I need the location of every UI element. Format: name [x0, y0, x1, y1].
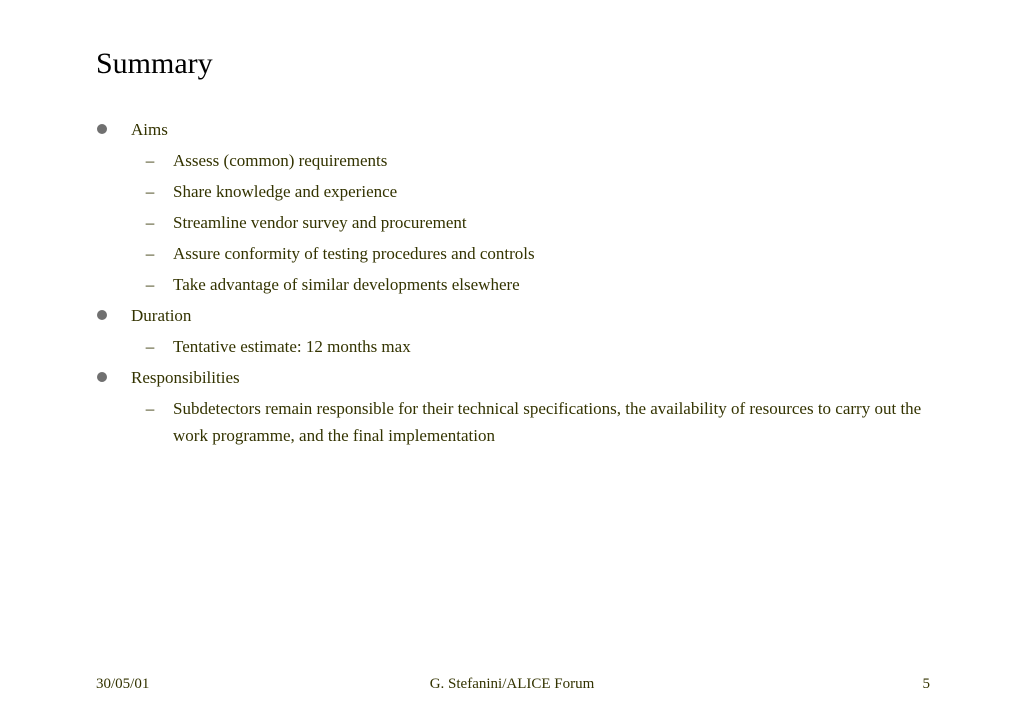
dash-marker: – — [145, 399, 155, 418]
dash-marker: – — [145, 151, 155, 170]
footer-author: G. Stefanini/ALICE Forum — [429, 676, 595, 692]
sub-bullet — [0, 333, 1024, 364]
bullet-dot-icon — [97, 310, 107, 320]
dash-marker: – — [145, 244, 155, 263]
sub-bullet-text: Tentative estimate: 12 months max — [173, 337, 411, 356]
footer-page-number: 5 — [922, 676, 930, 692]
sub-bullet — [0, 147, 1024, 178]
bullet-label: Aims — [131, 120, 168, 139]
sub-bullet-text: Assure conformity of testing procedures and controls — [173, 244, 535, 263]
sub-bullet-text: Subdetectors remain responsible for their technical specifications, the availability of resources to carry out the work programme, and the final implementation — [173, 399, 922, 445]
sub-bullet-text: Streamline vendor survey and procurement — [173, 213, 467, 232]
sub-bullet — [0, 178, 1024, 209]
bullet-duration — [0, 302, 1024, 333]
bullet-dot-icon — [97, 124, 107, 134]
sub-bullet-text: Share knowledge and experience — [173, 182, 398, 201]
sub-bullet — [0, 209, 1024, 240]
sub-bullet-text: Take advantage of similar developments elsewhere — [173, 275, 520, 294]
footer-date: 30/05/01 — [96, 676, 150, 692]
sub-bullet — [0, 240, 1024, 271]
bullet-responsibilities — [0, 364, 1024, 395]
dash-marker: – — [145, 337, 155, 356]
dash-marker: – — [145, 275, 155, 294]
sub-bullet — [0, 395, 1024, 449]
bullet-label: Duration — [131, 306, 192, 325]
slide-content — [0, 116, 1024, 449]
bullet-label: Responsibilities — [131, 368, 240, 387]
dash-marker: – — [145, 182, 155, 201]
bullet-aims — [0, 116, 1024, 147]
dash-marker: – — [145, 213, 155, 232]
sub-bullet-text: Assess (common) requirements — [173, 151, 388, 170]
bullet-dot-icon — [97, 372, 107, 382]
sub-bullet — [0, 271, 1024, 302]
slide-title: Summary — [96, 47, 213, 80]
